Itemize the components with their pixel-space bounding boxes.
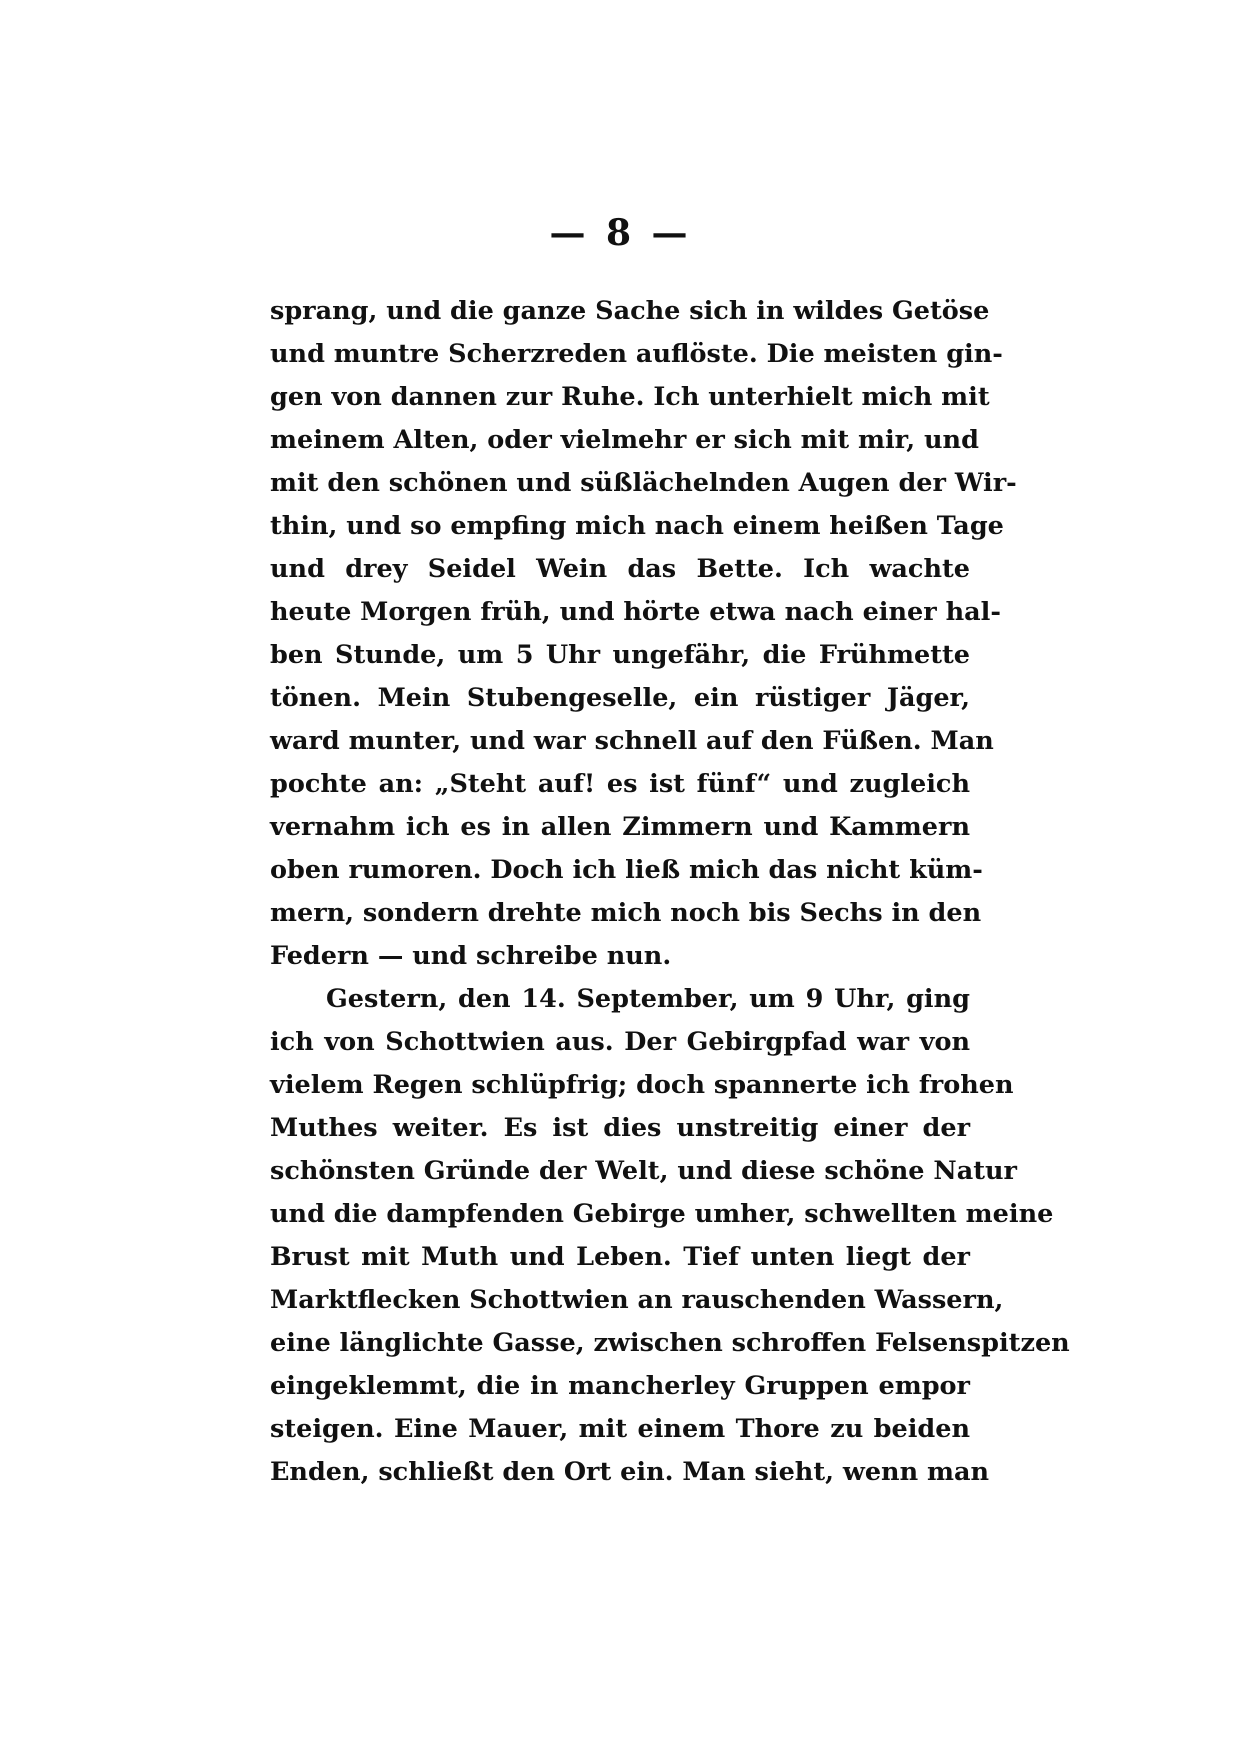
text-line: mit den schönen und süßlächelnden Augen der Wir- bbox=[270, 468, 1017, 498]
text-line: Marktflecken Schottwien an rauschenden Wassern, bbox=[270, 1285, 1004, 1315]
text-line: ward munter, und war schnell auf den Füßen. Man bbox=[270, 726, 994, 756]
text-line: und die dampfenden Gebirge umher, schwellten meine bbox=[270, 1199, 1054, 1229]
text-line: Enden, schließt den Ort ein. Man sieht, wenn man bbox=[270, 1457, 990, 1487]
text-line: sprang, und die ganze Sache sich in wildes Getöse bbox=[270, 296, 990, 326]
text-line: Gestern, den 14. September, um 9 Uhr, ging bbox=[326, 984, 970, 1014]
text-line: und muntre Scherzreden auflöste. Die meisten gin- bbox=[270, 339, 1003, 369]
text-line: oben rumoren. Doch ich ließ mich das nicht küm- bbox=[270, 855, 983, 885]
page-number: — 8 — bbox=[549, 212, 692, 254]
text-line: tönen. Mein Stubengeselle, ein rüstiger Jäger, bbox=[270, 683, 970, 713]
text-line: ich von Schottwien aus. Der Gebirgpfad war von bbox=[270, 1027, 970, 1057]
text-line: thin, und so empfing mich nach einem heißen Tage bbox=[270, 511, 1004, 541]
text-line: schönsten Gründe der Welt, und diese schöne Natur bbox=[270, 1156, 1017, 1186]
text-line: gen von dannen zur Ruhe. Ich unterhielt mich mit bbox=[270, 382, 990, 412]
text-line: eine länglichte Gasse, zwischen schroffen Felsenspitzen bbox=[270, 1328, 1070, 1358]
text-line: Muthes weiter. Es ist dies unstreitig einer der bbox=[270, 1113, 970, 1143]
text-line: und drey Seidel Wein das Bette. Ich wachte bbox=[270, 554, 970, 584]
text-line: vernahm ich es in allen Zimmern und Kammern bbox=[270, 812, 970, 842]
text-line: mern, sondern drehte mich noch bis Sechs in den bbox=[270, 898, 982, 928]
text-line: Brust mit Muth und Leben. Tief unten liegt der bbox=[270, 1242, 970, 1272]
text-line: steigen. Eine Mauer, mit einem Thore zu beiden bbox=[270, 1414, 970, 1444]
text-line: meinem Alten, oder vielmehr er sich mit mir, und bbox=[270, 425, 979, 455]
page-text bbox=[270, 290, 1070, 1494]
text-line: pochte an: „Steht auf! es ist fünf“ und zugleich bbox=[270, 769, 970, 799]
text-line: vielem Regen schlüpfrig; doch spannerte ich frohen bbox=[270, 1070, 1014, 1100]
text-line: eingeklemmt, die in mancherley Gruppen empor bbox=[270, 1371, 970, 1401]
text-line: ben Stunde, um 5 Uhr ungefähr, die Frühmette bbox=[270, 640, 970, 670]
text-line: Federn — und schreibe nun. bbox=[270, 941, 672, 971]
text-line: heute Morgen früh, und hörte etwa nach einer hal- bbox=[270, 597, 1001, 627]
